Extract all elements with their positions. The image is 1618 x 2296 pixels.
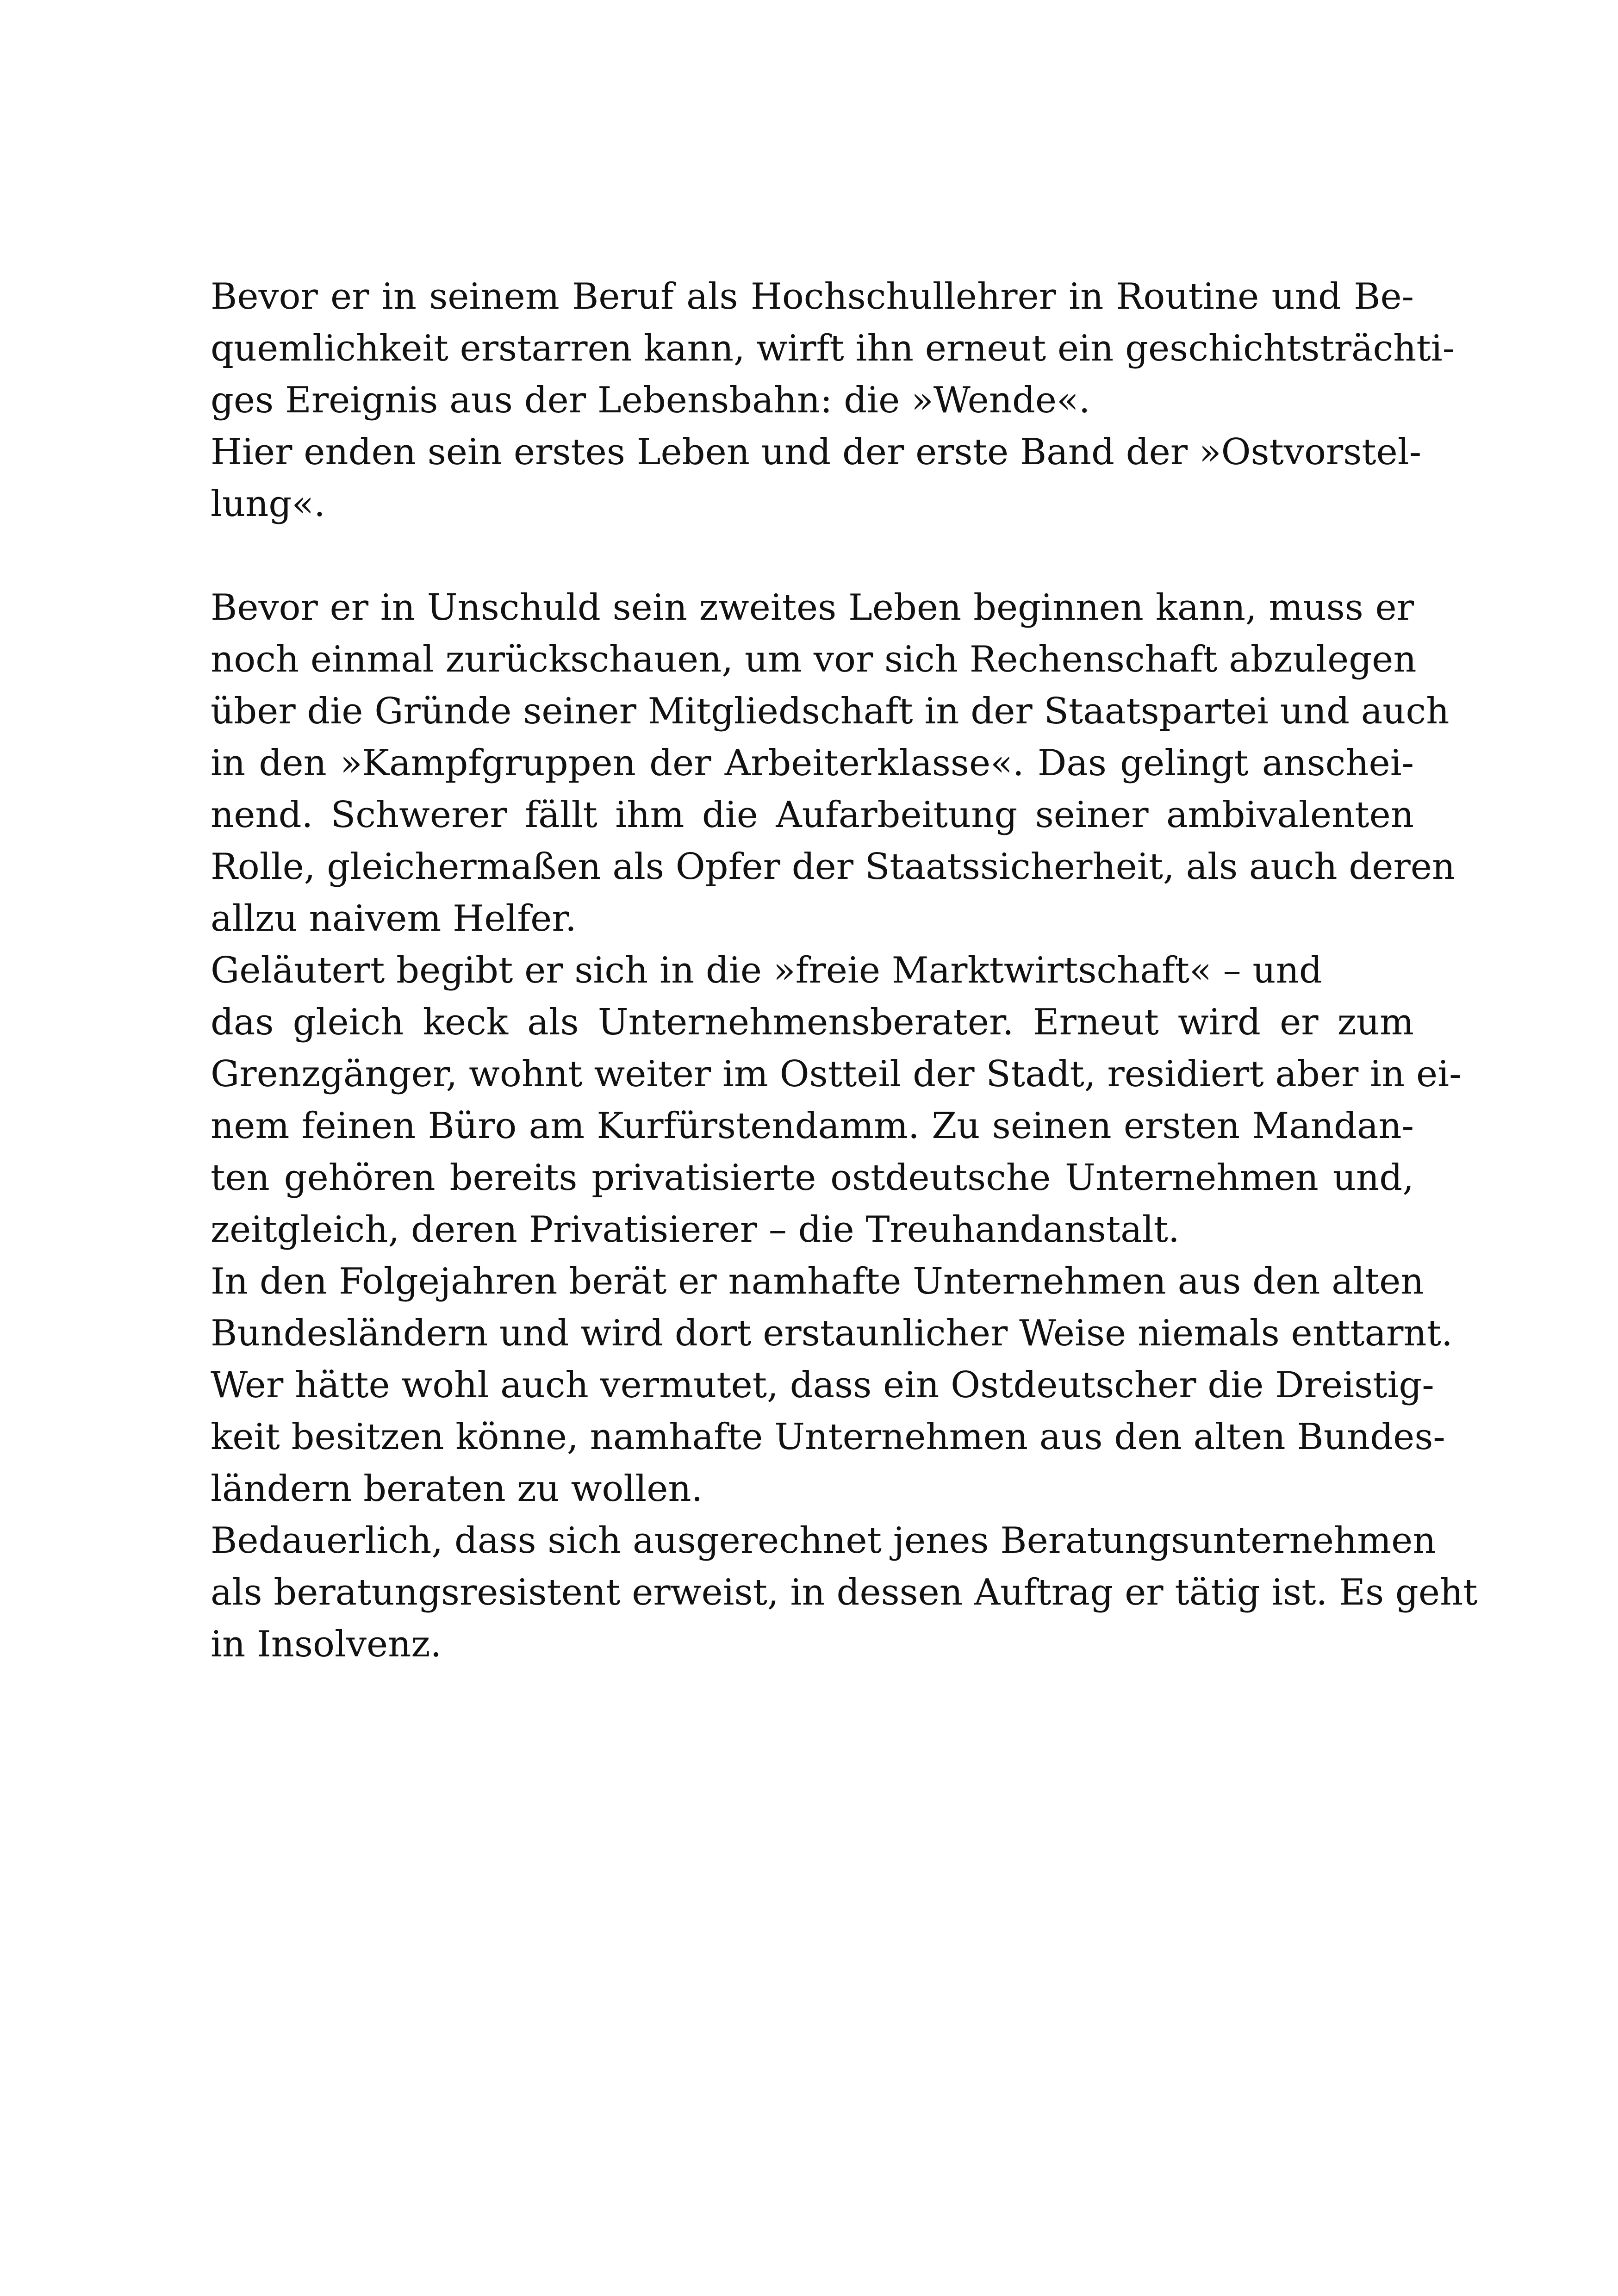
text-line: zeitgleich, deren Privatisierer – die Treuhandanstalt. xyxy=(211,1209,1180,1251)
paragraph xyxy=(211,426,1422,530)
text-line: als beratungsresistent erweist, in dessen Auftrag er tätig ist. Es geht xyxy=(211,1572,1478,1613)
text-line: ten gehören bereits privatisierte ostdeutsche Unternehmen und, xyxy=(211,1157,1414,1199)
text-line: nend. Schwerer fällt ihm die Aufarbeitung seiner ambivalenten xyxy=(211,794,1414,836)
text-line: In den Folgejahren berät er namhafte Unternehmen aus den alten xyxy=(211,1261,1424,1302)
text-line: keit besitzen könne, namhafte Unternehmen aus den alten Bundes- xyxy=(211,1416,1445,1458)
text-line: Bevor er in Unschuld sein zweites Leben beginnen kann, muss er xyxy=(211,587,1414,628)
text-line: Bevor er in seinem Beruf als Hochschullehrer in Routine und Be- xyxy=(211,276,1414,317)
paragraph xyxy=(211,1515,1478,1670)
text-line: Grenzgänger, wohnt weiter im Ostteil der Stadt, residiert aber in ei- xyxy=(211,1053,1462,1095)
text-line: noch einmal zurückschauen, um vor sich Rechenschaft abzulegen xyxy=(211,639,1417,680)
text-line: Hier enden sein erstes Leben und der erste Band der »Ostvorstel- xyxy=(211,431,1422,473)
text-line: ges Ereignis aus der Lebensbahn: die »Wende«. xyxy=(211,380,1090,421)
text-line: lung«. xyxy=(211,483,325,525)
text-line: Bedauerlich, dass sich ausgerechnet jenes Beratungsunternehmen xyxy=(211,1520,1436,1562)
paragraph xyxy=(211,945,1414,996)
text-line: Rolle, gleichermaßen als Opfer der Staatssicherheit, als auch deren xyxy=(211,846,1456,888)
paragraph-spacer xyxy=(211,530,1414,582)
paragraph xyxy=(211,582,1456,945)
text-line: allzu naivem Helfer. xyxy=(211,898,577,940)
body-text xyxy=(211,271,1478,1670)
text-line: ländern beraten zu wollen. xyxy=(211,1468,703,1510)
text-line: Bundesländern und wird dort erstaunlicher Weise niemals enttarnt. xyxy=(211,1313,1453,1354)
text-line: über die Gründe seiner Mitgliedschaft in der Staatspartei und auch xyxy=(211,691,1450,732)
text-line: Wer hätte wohl auch vermutet, dass ein Ostdeutscher die Dreistig- xyxy=(211,1364,1434,1406)
paragraph xyxy=(211,271,1455,426)
text-line: in den »Kampfgruppen der Arbeiterklasse«. Das gelingt anschei- xyxy=(211,742,1414,784)
text-line: quemlichkeit erstarren kann, wirft ihn erneut ein geschichtsträchti- xyxy=(211,328,1455,369)
text-line: in Insolvenz. xyxy=(211,1624,442,1665)
text-line: Geläutert begibt er sich in die »freie Marktwirtschaft« – und xyxy=(211,950,1322,991)
text-line: das gleich keck als Unternehmensberater. Erneut wird er zum xyxy=(211,1002,1414,1043)
paragraph xyxy=(211,1256,1453,1515)
text-line: nem feinen Büro am Kurfürstendamm. Zu seinen ersten Mandan- xyxy=(211,1105,1414,1147)
paragraph xyxy=(211,996,1462,1256)
